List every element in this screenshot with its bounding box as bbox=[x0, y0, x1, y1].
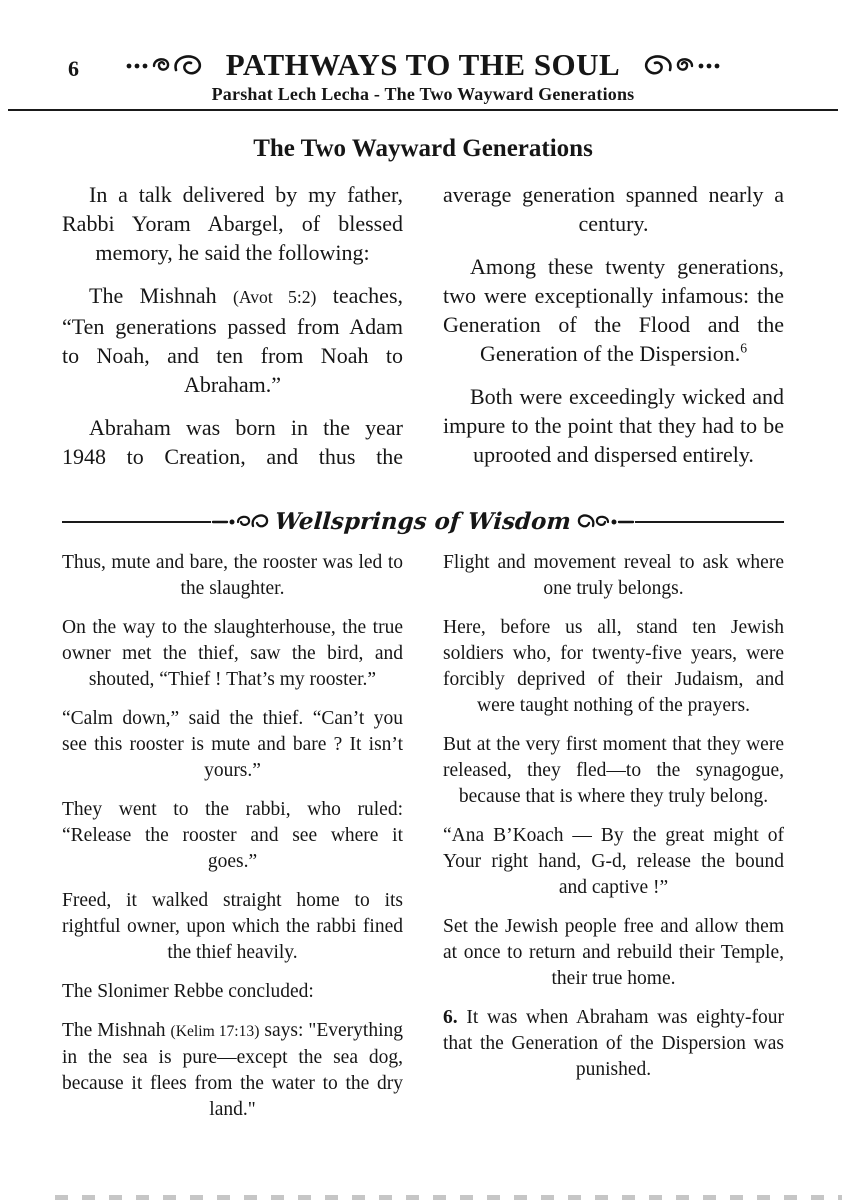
text-run: Freed, it walked straight home to its rightful owner, upon which the rabbi fined the thief heavily. bbox=[62, 890, 403, 963]
paragraph bbox=[443, 252, 784, 368]
text-run: “Calm down,” said the thief. “Can’t you see this rooster is mute and bare ? It isn’t yours.” bbox=[62, 708, 403, 781]
text-run: Abraham was born in the year 1948 to Creation, and thus the bbox=[62, 415, 403, 469]
paragraph bbox=[62, 1018, 403, 1123]
text-run: Among these twenty generations, two were exceptionally infamous: the Generation of the Flood and the Generation of the Dispersion. bbox=[443, 254, 784, 366]
text-run: Both were exceedingly wicked and impure to the point that they had to be uprooted and dispersed entirely. bbox=[443, 384, 784, 467]
article-section bbox=[62, 180, 784, 485]
text-run: “Ana B’Koach — By the great might of Your right hand, G-d, release the bound and captive !” bbox=[443, 825, 784, 898]
text-run: But at the very first moment that they were released, they fled—to the synagogue, because that is where they truly belong. bbox=[443, 734, 784, 807]
paragraph bbox=[62, 615, 403, 693]
paragraph bbox=[62, 706, 403, 784]
text-run: The Mishnah bbox=[62, 1020, 171, 1041]
text-run: 6 bbox=[740, 340, 748, 356]
paragraph bbox=[443, 823, 784, 901]
header-rule bbox=[8, 109, 838, 111]
text-run: In a talk delivered by my father, Rabbi Yoram Abargel, of blessed memory, he said the following: bbox=[62, 182, 403, 265]
text-run: (Kelim 17:13) bbox=[170, 1023, 260, 1040]
text-run: They went to the rabbi, who ruled: “Release the rooster and see where it goes.” bbox=[62, 799, 403, 872]
paragraph bbox=[62, 281, 403, 399]
paragraph bbox=[443, 1005, 784, 1083]
text-run: Thus, mute and bare, the rooster was led to the slaughter. bbox=[62, 552, 403, 599]
book-title: PATHWAYS TO THE SOUL bbox=[225, 47, 621, 82]
divider-flourish-left-icon bbox=[211, 511, 269, 533]
chapter-subtitle: Parshat Lech Lecha - The Two Wayward Generations bbox=[211, 84, 635, 104]
text-run: says: "Everything in the sea is pure—except the sea dog, because it flees from the water to the dry land." bbox=[62, 1020, 403, 1120]
divider-line-right bbox=[635, 521, 784, 523]
article-right-column bbox=[443, 180, 784, 485]
wellsprings-title: Wellsprings of Wisdom bbox=[274, 508, 572, 535]
flourish-right-icon bbox=[630, 50, 722, 80]
wellsprings-section bbox=[62, 550, 784, 1136]
paragraph bbox=[443, 550, 784, 602]
article-heading: The Two Wayward Generations bbox=[253, 135, 593, 162]
text-run: 6. bbox=[443, 1007, 458, 1028]
paragraph bbox=[443, 615, 784, 719]
paragraph bbox=[62, 979, 403, 1005]
page-number: 6 bbox=[68, 56, 79, 81]
paragraph bbox=[443, 732, 784, 810]
paragraph bbox=[62, 797, 403, 875]
text-run: (Avot 5:2) bbox=[233, 287, 317, 307]
wellsprings-right-column bbox=[443, 550, 784, 1136]
paragraph bbox=[62, 180, 403, 267]
text-run: average generation spanned nearly a century. bbox=[443, 182, 784, 236]
text-run: Flight and movement reveal to ask where one truly belongs. bbox=[443, 552, 784, 599]
wellsprings-divider bbox=[62, 508, 784, 535]
divider-flourish-right-icon bbox=[577, 511, 635, 533]
text-run: Set the Jewish people free and allow them at once to return and rebuild their Temple, their true home. bbox=[443, 916, 784, 989]
paragraph bbox=[443, 382, 784, 469]
article-left-column bbox=[62, 180, 403, 485]
paragraph bbox=[443, 180, 784, 238]
text-run: The Slonimer Rebbe concluded: bbox=[62, 981, 314, 1002]
text-run: The Mishnah bbox=[89, 283, 233, 308]
page-header bbox=[0, 0, 846, 83]
text-run: teaches, “Ten generations passed from Adam to Noah, and ten from Noah to Abraham.” bbox=[62, 283, 404, 397]
paragraph bbox=[62, 413, 403, 471]
paragraph bbox=[62, 550, 403, 602]
flourish-left-icon bbox=[124, 50, 216, 80]
paragraph bbox=[443, 914, 784, 992]
text-run: On the way to the slaughterhouse, the true owner met the thief, saw the bird, and shouted, “Thief ! That’s my rooster.” bbox=[62, 617, 403, 690]
cutoff-text-strip bbox=[55, 1195, 842, 1200]
text-run: Here, before us all, stand ten Jewish soldiers who, for twenty-five years, were forcibly deprived of their Judaism, and were taught nothing of the prayers. bbox=[443, 617, 784, 716]
paragraph bbox=[62, 888, 403, 966]
divider-line-left bbox=[62, 521, 211, 523]
text-run: It was when Abraham was eighty-four that the Generation of the Dispersion was punished. bbox=[443, 1007, 784, 1080]
wellsprings-left-column bbox=[62, 550, 403, 1136]
